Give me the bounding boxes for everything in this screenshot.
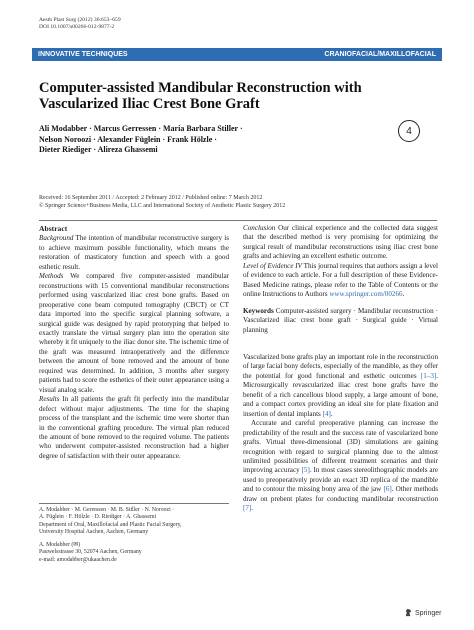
banner-left-label: INNOVATIVE TECHNIQUES [38, 51, 128, 58]
body-text: . In most cases stereolithographic models are used to preoperatively provide an exact 3D replica of the mandible and to contour the missing bony area of the jaw [243, 466, 439, 494]
background-label: Background [39, 234, 74, 243]
affiliation-names: A. Modabber · M. Gerressen · M. B. Stiller · N. Noroozi · [39, 507, 175, 513]
corresponding-author: A. Modabber (✉) [39, 542, 81, 549]
citation-link[interactable]: [1–3] [420, 371, 437, 380]
loe-end: . [402, 290, 405, 299]
article-title: Computer-assisted Mandibular Reconstruction with Vascularized Iliac Crest Bone Graft [39, 80, 362, 112]
authors-line: Ali Modabber · Marcus Gerressen · Maria Barbara Stiller · [39, 124, 243, 133]
footnote-divider [39, 503, 229, 504]
body-text: Vascularized bone grafts play an important role in the reconstruction of large facial bony defects, especially of the mandible, as they offer the potential for good functional and esthetic outcomes [243, 352, 438, 380]
journal-line: Aesth Plast Surg (2012) 36:653–659 [39, 17, 121, 23]
results-label: Results [39, 395, 60, 404]
publisher-logo [404, 608, 441, 619]
keywords [243, 307, 438, 335]
instructions-link[interactable]: www.springer.com/00266 [329, 290, 403, 299]
copyright-line: © Springer Science+Business Media, LLC and International Society of Aesthetic Plastic Surgery 2012 [39, 202, 286, 209]
conclusion-label: Conclusion [243, 224, 276, 232]
authors-line: Nelson Noroozi · Alexander Füglein · Frank Hölzle · [39, 134, 217, 144]
abstract-results [39, 395, 229, 461]
background-text: The intention of mandibular reconstructive surgery is to achieve maximum possible functionality, which means the restoration of masticatory function and speech with a good esthetic result. [39, 234, 229, 271]
body-text: . [330, 409, 333, 418]
abstract-methods [39, 272, 229, 395]
methods-label: Methods [39, 272, 64, 281]
affiliation-names: A. Füglein · F. Hölzle · D. Riediger · A. Ghassemi [39, 514, 157, 521]
citation-link[interactable]: [7] [243, 504, 252, 513]
journal-citation [39, 17, 121, 31]
abstract-background [39, 234, 229, 272]
affiliations [39, 507, 231, 564]
intro-paragraph-1 [243, 353, 438, 419]
level-number: 4 [406, 125, 412, 137]
publisher-name: Springer [415, 610, 442, 617]
author-list [39, 124, 319, 156]
abstract-heading: Abstract [39, 224, 68, 233]
loe-text: This journal requires that authors assign a level of evidence to each article. For a full description of these Evidence-Based Medicine ratings, please refer to the Table of Contents or the online Instructions to Authors [243, 261, 438, 299]
doi-line: DOI 10.1007/s00266-012-9877-2 [39, 24, 115, 30]
body-text: Accurate and careful preoperative planning can increase the predictability of the result and the success rate of vascularized bone grafts. Virtual three-dimensional (3D) simulations are gaining recognition with regard to surgical planning due to the almost unlimited possibilities of different treatment scenarios and their improving accuracy [243, 419, 438, 475]
citation-link[interactable]: [5] [301, 466, 310, 475]
intro-paragraph-2 [243, 419, 438, 514]
results-text: In all patients the graft fit perfectly into the mandibular defect without major adjustments. The time for the shaping process of the transplant and the ischemic time were shorter than in the conventional grafting procedure. The virtual plan reduced the amount of bone removed to the required volume. The patients who underwent computer-assisted reconstruction had a higher degree of satisfaction with their outer appearance. [39, 395, 229, 460]
abstract-conclusion [243, 224, 438, 262]
corresponding-address: Pauwelsstrasse 30, 52074 Aachen, Germany [39, 549, 142, 556]
citation-link[interactable]: [4] [322, 409, 331, 418]
springer-horse-icon [404, 608, 413, 619]
body-text: . Other methods draw on prebent plates for conducting mandibular reconstruction [243, 485, 438, 503]
right-column [243, 224, 438, 514]
section-banner [32, 48, 442, 61]
keywords-text: Computer-assisted surgery · Mandibular reconstruction · Vascularized iliac crest bone graft · Surgical guide · Virtual planning [243, 306, 438, 334]
divider [39, 220, 437, 221]
citation-link[interactable]: [6] [383, 485, 392, 494]
conclusion-text: Our clinical experience and the collected data suggest that the described method is very promising for optimizing the surgical result of mandibular reconstructions using iliac crest bone grafts and achieving an excellent esthetic outcome. [243, 224, 438, 261]
body-text: . Microsurgically revascularized iliac crest bone grafts have the benefit of a rich cancellous blood supply, a large amount of bone, and a compact cortex providing an ideal site for plate fixation and insertion of dental implants [243, 371, 439, 418]
abstract-column [39, 224, 229, 461]
keywords-label: Keywords [243, 306, 274, 315]
affiliation-dept: Department of Oral, Maxillofacial and Plastic Facial Surgery, [39, 521, 182, 528]
abstract-level-of-evidence [243, 262, 438, 300]
authors-line: Dieter Riediger · Alireza Ghassemi [39, 145, 158, 154]
methods-text: We compared five computer-assisted mandibular reconstructions with 15 conventional mandibular reconstructions performed using vascularized iliac crest bone grafts. Based on preoperative cone beam computed tomography (CBCT) or CT data imported into the specific surgical planning software, a surgical guide was designed by rapid prototyping that helped to exactly translate the virtual surgery plan into the operation site whereby it fit uniquely to the iliac donor site. The ischemic time of the graft was measured intraoperatively and the difference between the amount of bone removed and the amount of bone required was determined. In addition, 3 months after surgery patients had to score the esthetics of their outer appearance using a visual analog scale. [39, 272, 229, 394]
banner-right-label: CRANIOFACIAL/MAXILLOFACIAL [324, 51, 436, 58]
affiliation-dept: University Hospital Aachen, Aachen, Germany [39, 528, 149, 535]
dates-line: Received: 16 September 2011 / Accepted: 2 February 2012 / Published online: 7 March 2012 [39, 195, 263, 201]
body-text: . [251, 504, 254, 513]
publication-dates [39, 195, 449, 210]
loe-label: Level of Evidence IV [243, 261, 302, 270]
corresponding-email[interactable]: e-mail: amodabber@ukaachen.de [39, 556, 117, 563]
level-of-evidence-badge [398, 120, 420, 142]
